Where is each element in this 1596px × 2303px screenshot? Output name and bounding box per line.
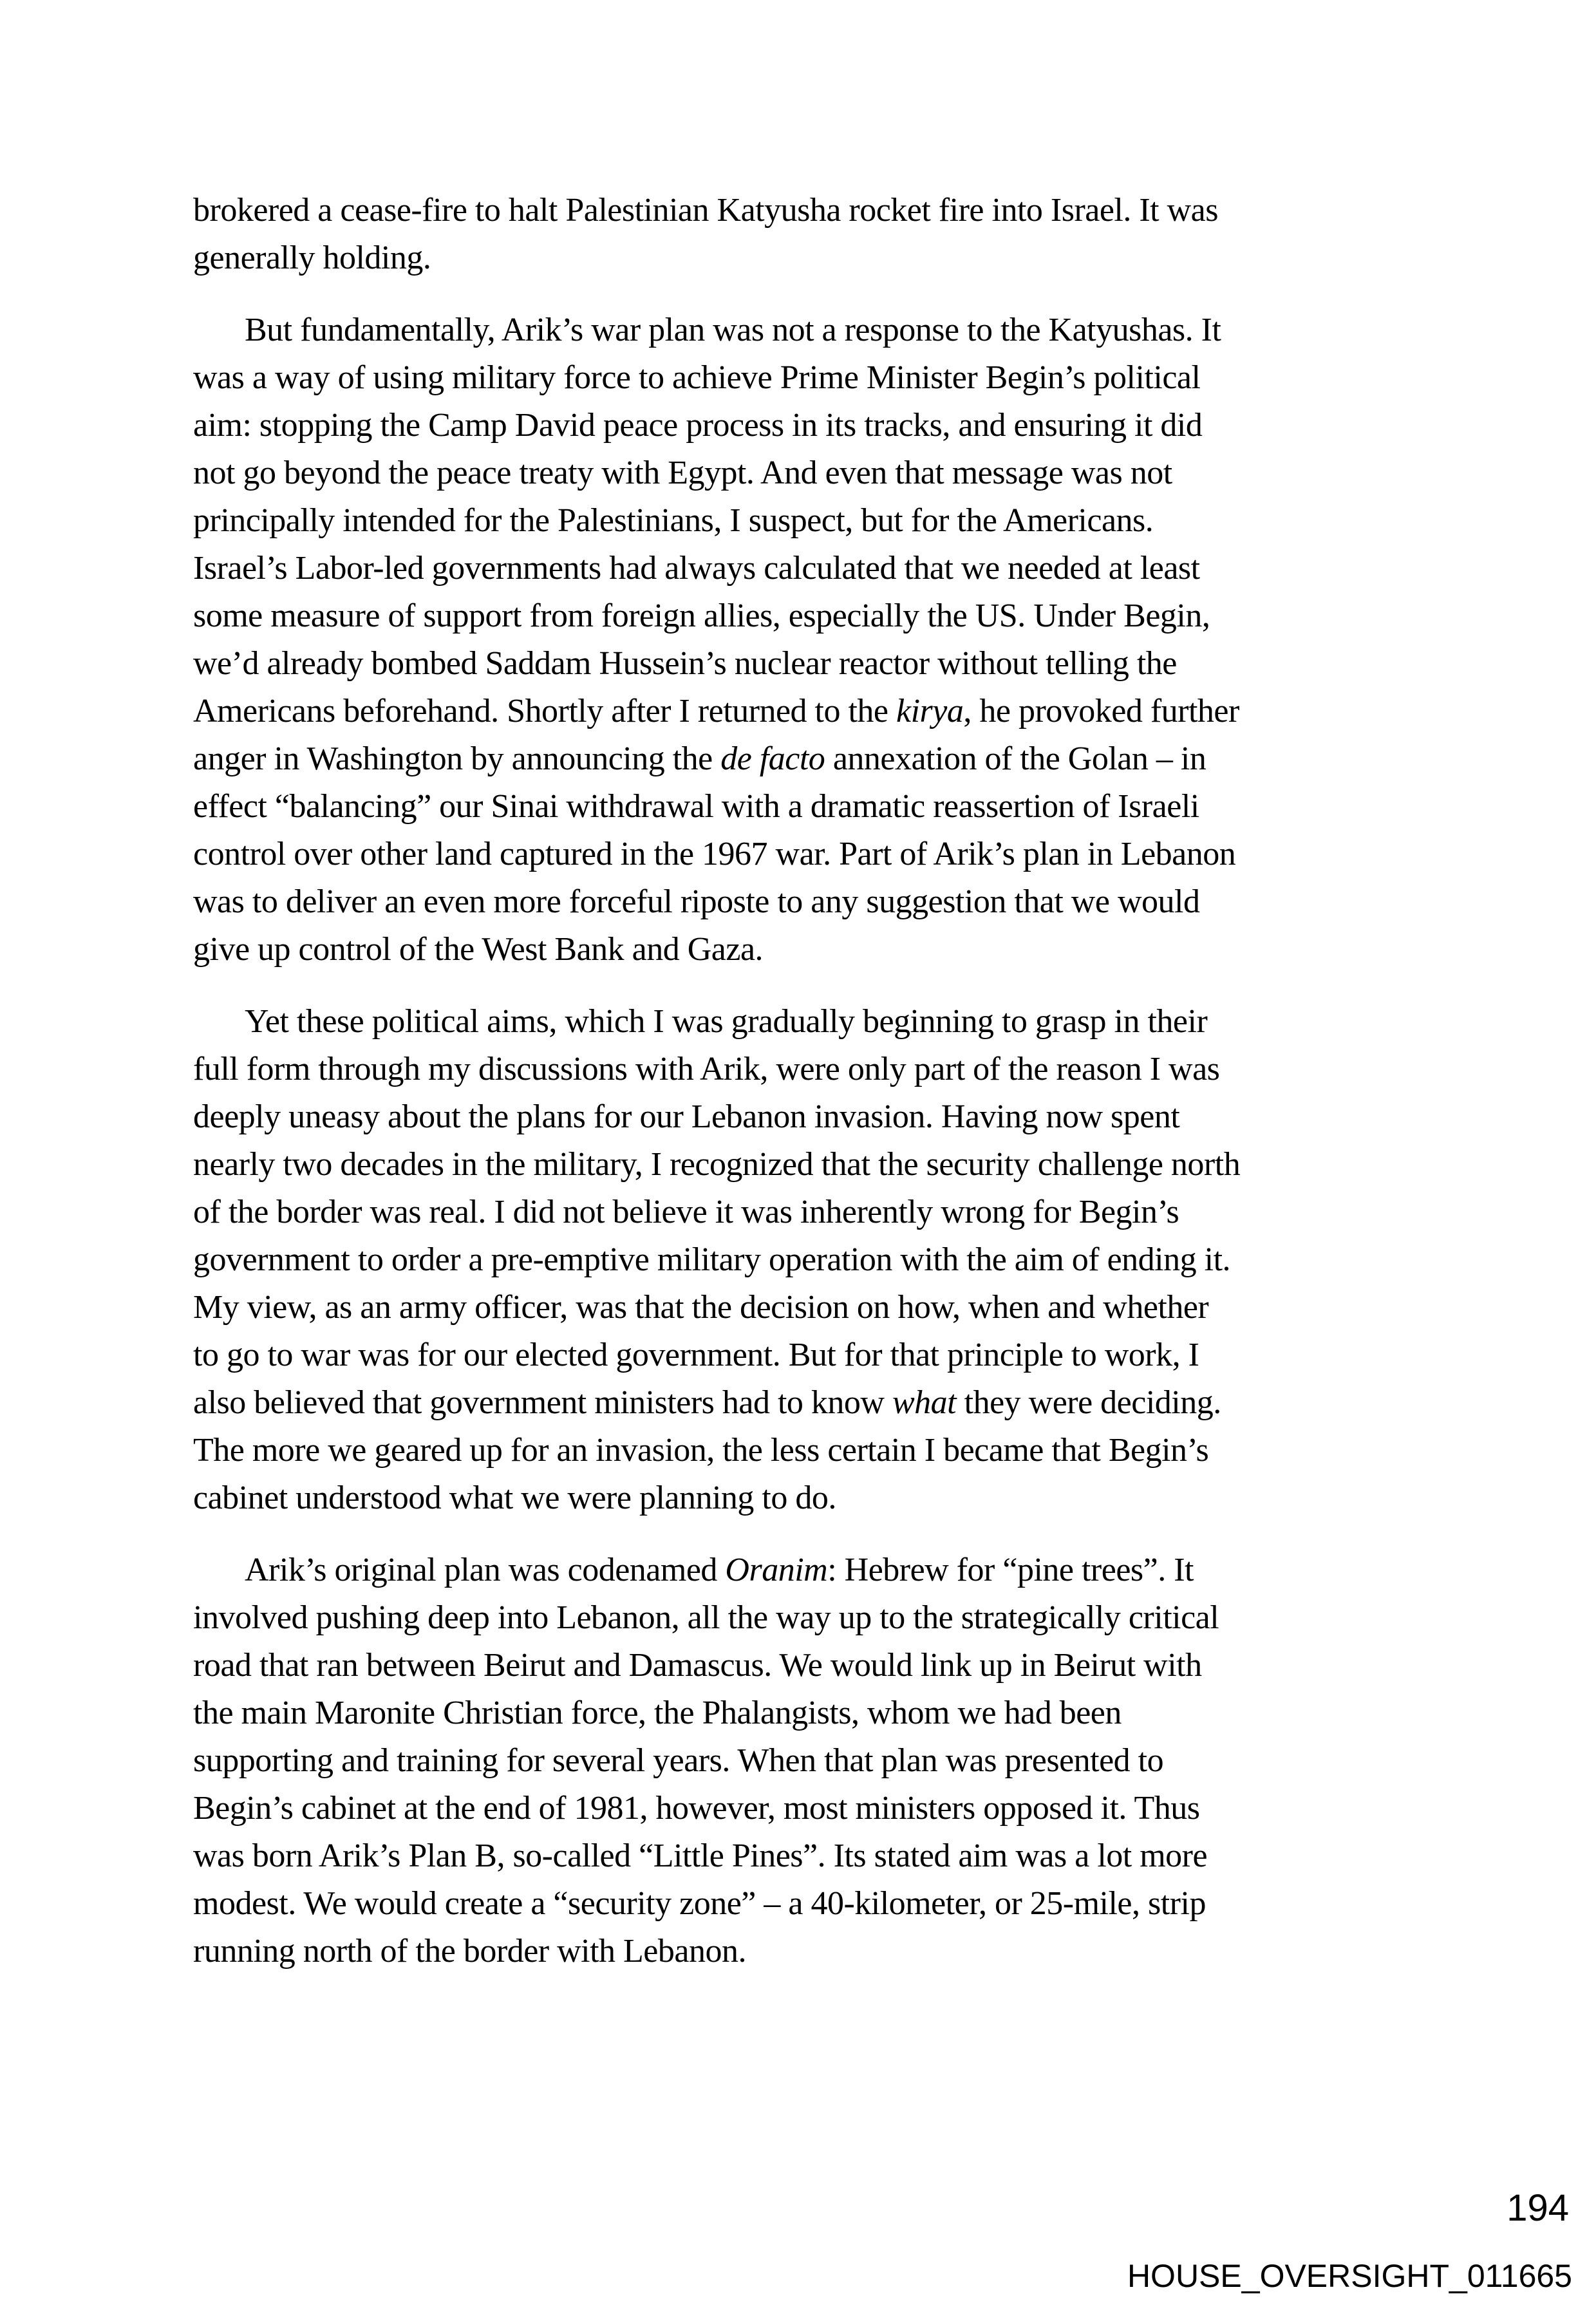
text-run: : Hebrew for “pine trees”. It bbox=[827, 1552, 1194, 1588]
text-line bbox=[193, 187, 1381, 234]
text-line bbox=[193, 1331, 1381, 1379]
text-run: anger in Washington by announcing the bbox=[193, 740, 721, 777]
text-run: we’d already bombed Saddam Hussein’s nuclear reactor without telling the bbox=[193, 645, 1177, 682]
bates-stamp: HOUSE_OVERSIGHT_011665 bbox=[1127, 2258, 1572, 2294]
text-run: But fundamentally, Arik’s war plan was not a response to the Katyushas. It bbox=[245, 312, 1221, 348]
text-run: deeply uneasy about the plans for our Lebanon invasion. Having now spent bbox=[193, 1098, 1180, 1135]
paragraph bbox=[193, 187, 1381, 282]
text-run: was to deliver an even more forceful riposte to any suggestion that we would bbox=[193, 883, 1200, 920]
text-line bbox=[193, 1379, 1381, 1427]
paragraph bbox=[193, 998, 1381, 1522]
paragraph bbox=[193, 1546, 1381, 1975]
text-run: not go beyond the peace treaty with Egypt. And even that message was not bbox=[193, 455, 1172, 491]
text-line bbox=[193, 234, 1381, 282]
text-line bbox=[193, 1785, 1381, 1832]
italic-text: Oranim bbox=[725, 1552, 828, 1588]
paragraph bbox=[193, 306, 1381, 973]
text-run: supporting and training for several years. When that plan was presented to bbox=[193, 1742, 1164, 1779]
text-line bbox=[193, 545, 1381, 592]
text-run: of the border was real. I did not believe it was inherently wrong for Begin’s bbox=[193, 1194, 1179, 1230]
text-line bbox=[193, 1880, 1381, 1928]
text-line bbox=[193, 1474, 1381, 1522]
text-run: the main Maronite Christian force, the Phalangists, whom we had been bbox=[193, 1695, 1122, 1731]
italic-text: what bbox=[892, 1384, 957, 1421]
text-line bbox=[193, 640, 1381, 688]
text-run: cabinet understood what we were planning to do. bbox=[193, 1480, 836, 1516]
text-line bbox=[193, 1141, 1381, 1189]
text-line bbox=[193, 1189, 1381, 1236]
text-run: running north of the border with Lebanon. bbox=[193, 1933, 746, 1969]
text-line bbox=[193, 354, 1381, 402]
text-run: they were deciding. bbox=[956, 1384, 1221, 1421]
italic-text: kirya bbox=[896, 693, 964, 729]
text-line bbox=[193, 1832, 1381, 1880]
text-line bbox=[193, 1594, 1381, 1642]
text-run: control over other land captured in the 1967 war. Part of Arik’s plan in Lebanon bbox=[193, 836, 1236, 872]
text-run: nearly two decades in the military, I recognized that the security challenge north bbox=[193, 1146, 1241, 1183]
text-run: modest. We would create a “security zone” – a 40-kilometer, or 25-mile, strip bbox=[193, 1885, 1206, 1922]
text-run: , he provoked further bbox=[963, 693, 1239, 729]
text-run: The more we geared up for an invasion, the less certain I became that Begin’s bbox=[193, 1432, 1209, 1469]
text-run: Americans beforehand. Shortly after I returned to the bbox=[193, 693, 897, 729]
text-run: brokered a cease-fire to halt Palestinian Katyusha rocket fire into Israel. It was bbox=[193, 192, 1218, 229]
text-line bbox=[193, 306, 1381, 354]
text-line bbox=[193, 1928, 1381, 1975]
text-line bbox=[193, 688, 1381, 735]
text-line bbox=[193, 1093, 1381, 1141]
text-run: annexation of the Golan – in bbox=[825, 740, 1206, 777]
text-line bbox=[193, 1236, 1381, 1284]
text-run: Israel’s Labor-led governments had always calculated that we needed at least bbox=[193, 550, 1200, 587]
page-number: 194 bbox=[1507, 2187, 1569, 2229]
text-run: full form through my discussions with Arik, were only part of the reason I was bbox=[193, 1051, 1220, 1087]
text-run: government to order a pre-emptive military operation with the aim of ending it. bbox=[193, 1241, 1231, 1278]
text-run: involved pushing deep into Lebanon, all the way up to the strategically critical bbox=[193, 1599, 1219, 1636]
text-run: generally holding. bbox=[193, 240, 431, 276]
italic-text: de facto bbox=[720, 740, 825, 777]
text-line bbox=[193, 783, 1381, 831]
text-line bbox=[193, 998, 1381, 1046]
text-run: My view, as an army officer, was that the decision on how, when and whether bbox=[193, 1289, 1209, 1326]
text-run: effect “balancing” our Sinai withdrawal with a dramatic reassertion of Israeli bbox=[193, 788, 1199, 825]
text-line bbox=[193, 449, 1381, 497]
text-run: Yet these political aims, which I was gradually beginning to grasp in their bbox=[245, 1003, 1208, 1040]
text-line bbox=[193, 1284, 1381, 1331]
text-run: also believed that government ministers had to know bbox=[193, 1384, 892, 1421]
text-line bbox=[193, 926, 1381, 973]
text-run: some measure of support from foreign allies, especially the US. Under Begin, bbox=[193, 597, 1210, 634]
text-run: aim: stopping the Camp David peace process in its tracks, and ensuring it did bbox=[193, 407, 1203, 444]
text-line bbox=[193, 1046, 1381, 1093]
text-run: give up control of the West Bank and Gaza. bbox=[193, 931, 764, 968]
body-text bbox=[193, 187, 1381, 1975]
text-run: was a way of using military force to achieve Prime Minister Begin’s political bbox=[193, 359, 1201, 396]
text-run: Begin’s cabinet at the end of 1981, however, most ministers opposed it. Thus bbox=[193, 1790, 1200, 1827]
text-line bbox=[193, 1737, 1381, 1785]
text-line bbox=[193, 735, 1381, 783]
text-line bbox=[193, 831, 1381, 878]
text-line bbox=[193, 592, 1381, 640]
text-run: to go to war was for our elected government. But for that principle to work, I bbox=[193, 1337, 1199, 1373]
text-run: was born Arik’s Plan B, so-called “Little Pines”. Its stated aim was a lot more bbox=[193, 1838, 1208, 1874]
text-run: road that ran between Beirut and Damascus. We would link up in Beirut with bbox=[193, 1647, 1202, 1684]
text-line bbox=[193, 1642, 1381, 1689]
text-run: Arik’s original plan was codenamed bbox=[245, 1552, 726, 1588]
text-line bbox=[193, 1427, 1381, 1474]
text-line bbox=[193, 1689, 1381, 1737]
text-line bbox=[193, 878, 1381, 926]
text-run: principally intended for the Palestinians, I suspect, but for the Americans. bbox=[193, 502, 1154, 539]
text-line bbox=[193, 1546, 1381, 1594]
text-line bbox=[193, 497, 1381, 545]
text-line bbox=[193, 402, 1381, 449]
